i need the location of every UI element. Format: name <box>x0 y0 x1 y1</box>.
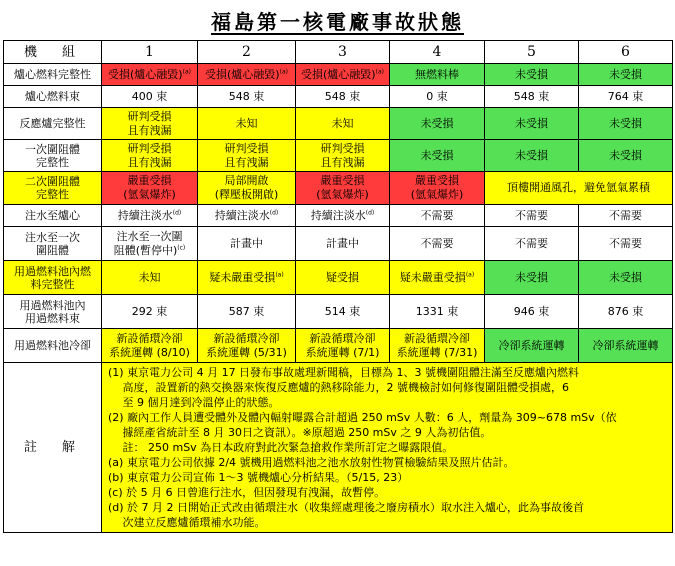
footnote-marker: (c) <box>177 243 186 251</box>
status-table <box>3 40 673 533</box>
status-cell: 新設循環冷卻 系統運轉 (5/31) <box>198 329 296 363</box>
status-cell: 不需要 <box>485 227 579 261</box>
header-row <box>4 41 673 64</box>
note-line: (a) 東京電力公司依據 2/4 號機用過燃料池之池水放射性物質檢驗結果及照片估計。 <box>108 456 515 469</box>
status-cell: 疑未嚴重受損$^{(a)}$ <box>198 261 296 295</box>
note-line: 高度，設置新的熱交換器來恢復反應爐的熱移除能力，2 號機檢討如何修復圍阻體受損處，6 <box>108 381 569 394</box>
note-line: (2) 廠內工作人員遭受體外及體內輻射曝露合計超過 250 mSv 人數：6 人，劑量為 309~678 mSv（依 <box>108 411 617 424</box>
notes-content <box>102 363 673 533</box>
footnote-marker: (a) <box>465 270 475 278</box>
status-cell: 不需要 <box>390 227 485 261</box>
status-cell: 未受損 <box>579 108 673 140</box>
status-cell: 持續注淡水$^{(d)}$ <box>296 205 390 227</box>
status-cell: 未受損 <box>579 261 673 295</box>
status-cell: 研判受損 且有洩漏 <box>102 108 198 140</box>
status-cell: 計畫中 <box>198 227 296 261</box>
status-row <box>4 64 673 86</box>
status-cell: 研判受損 且有洩漏 <box>102 140 198 172</box>
unit-header: 6 <box>579 41 673 64</box>
row-label: 用過燃料池內燃 料完整性 <box>4 261 102 295</box>
status-row <box>4 295 673 329</box>
status-cell: 514 束 <box>296 295 390 329</box>
status-row <box>4 205 673 227</box>
row-label: 二次圍阻體 完整性 <box>4 172 102 205</box>
status-cell: 未知 <box>296 108 390 140</box>
unit-header: 1 <box>102 41 198 64</box>
row-label: 注水至爐心 <box>4 205 102 227</box>
status-cell: 注水至一次圍 阻體(暫停中)$^{(c)}$ <box>102 227 198 261</box>
status-cell: 未受損 <box>390 140 485 172</box>
status-cell: 受損(爐心融毀)$^{(a)}$ <box>102 64 198 86</box>
row-label: 反應爐完整性 <box>4 108 102 140</box>
merged-status-cell: 頂樓開通風孔，避免氫氣累積 <box>485 172 673 205</box>
status-cell: 未受損 <box>485 140 579 172</box>
unit-header: 2 <box>198 41 296 64</box>
status-cell: 未受損 <box>579 140 673 172</box>
row-label: 爐心燃料束 <box>4 86 102 108</box>
note-line: (c) 於 5 月 6 日曾進行注水，但因發現有洩漏，故暫停。 <box>108 486 386 499</box>
note-line: 註： 250 mSv 為日本政府對此次緊急搶救作業所訂定之曝露限值。 <box>108 441 454 454</box>
status-cell: 冷卻系統運轉 <box>579 329 673 363</box>
status-cell: 946 束 <box>485 295 579 329</box>
row-label: 爐心燃料完整性 <box>4 64 102 86</box>
unit-header: 3 <box>296 41 390 64</box>
status-cell: 未受損 <box>485 108 579 140</box>
status-cell: 疑受損 <box>296 261 390 295</box>
status-cell: 400 束 <box>102 86 198 108</box>
status-cell: 新設循環冷卻 系統運轉 (7/1) <box>296 329 390 363</box>
status-cell: 無燃料棒 <box>390 64 485 86</box>
footnote-marker: (d) <box>172 208 182 216</box>
status-cell: 嚴重受損 (氫氣爆炸) <box>390 172 485 205</box>
status-cell: 未知 <box>198 108 296 140</box>
footnote-marker: (a) <box>275 270 284 278</box>
status-cell: 嚴重受損 (氫氣爆炸) <box>296 172 390 205</box>
status-cell: 未受損 <box>579 64 673 86</box>
status-row <box>4 140 673 172</box>
status-cell: 局部開啟 (釋壓板開啟) <box>198 172 296 205</box>
status-cell: 292 束 <box>102 295 198 329</box>
status-cell: 未受損 <box>485 64 579 86</box>
status-cell: 研判受損 且有洩漏 <box>198 140 296 172</box>
status-cell: 764 束 <box>579 86 673 108</box>
row-label: 注水至一次 圍阻體 <box>4 227 102 261</box>
footnote-marker: (a) <box>182 67 191 75</box>
row-label: 用過燃料池冷卻 <box>4 329 102 363</box>
status-cell: 持續注淡水$^{(d)}$ <box>198 205 296 227</box>
status-cell: 不需要 <box>485 205 579 227</box>
row-label: 用過燃料池內 用過燃料束 <box>4 295 102 329</box>
status-cell: 研判受損 且有洩漏 <box>296 140 390 172</box>
row-label: 一次圍阻體 完整性 <box>4 140 102 172</box>
header-label: 機 組 <box>4 41 102 64</box>
status-cell: 受損(爐心融毀)$^{(a)}$ <box>198 64 296 86</box>
note-line: 次建立反應爐循環補水功能。 <box>108 516 266 529</box>
footnote-marker: (d) <box>269 208 279 216</box>
status-cell: 未受損 <box>485 261 579 295</box>
status-row <box>4 261 673 295</box>
footnote-marker: (a) <box>279 67 288 75</box>
unit-header: 4 <box>390 41 485 64</box>
note-line: (1) 東京電力公司 4 月 17 日發布事故處理新聞稿，目標為 1、3 號機圍阻體注滿至反應爐內燃料 <box>108 366 580 379</box>
status-cell: 新設循環冷卻 系統運轉 (8/10) <box>102 329 198 363</box>
status-cell: 新設循環冷卻 系統運轉 (7/31) <box>390 329 485 363</box>
status-row <box>4 172 673 205</box>
status-cell: 未知 <box>102 261 198 295</box>
status-cell: 不需要 <box>579 227 673 261</box>
status-row <box>4 227 673 261</box>
footnote-marker: (a) <box>375 67 384 75</box>
status-cell: 548 束 <box>485 86 579 108</box>
status-cell: 0 束 <box>390 86 485 108</box>
status-cell: 不需要 <box>390 205 485 227</box>
status-row <box>4 329 673 363</box>
status-cell: 876 束 <box>579 295 673 329</box>
status-cell: 持續注淡水$^{(d)}$ <box>102 205 198 227</box>
status-cell: 嚴重受損 (氫氣爆炸) <box>102 172 198 205</box>
notes-label: 註 解 <box>4 363 102 533</box>
status-cell: 1331 束 <box>390 295 485 329</box>
note-line: 據經產省統計至 8 月 30日之資訊）。※原超過 250 mSv 之 9 人為初估值。 <box>108 426 492 439</box>
status-cell: 計畫中 <box>296 227 390 261</box>
status-cell: 548 束 <box>198 86 296 108</box>
footnote-marker: (d) <box>365 208 375 216</box>
status-cell: 未受損 <box>390 108 485 140</box>
status-cell: 受損(爐心融毀)$^{(a)}$ <box>296 64 390 86</box>
page-title: 福島第一核電廠事故狀態 <box>211 10 464 34</box>
status-cell: 548 束 <box>296 86 390 108</box>
status-cell: 不需要 <box>579 205 673 227</box>
status-cell: 疑未嚴重受損$^{(a)}$ <box>390 261 485 295</box>
status-cell: 冷卻系統運轉 <box>485 329 579 363</box>
note-line: (b) 東京電力公司宣佈 1～3 號機爐心分析結果。（5/15, 23） <box>108 471 409 484</box>
note-line: (d) 於 7 月 2 日開始正式改由循環注水（收集經處理後之廢房積水）取水注入爐心，此為事故後首 <box>108 501 585 514</box>
status-row <box>4 108 673 140</box>
note-line: 至 9 個月達到冷溫停止的狀態。 <box>108 396 280 409</box>
status-row <box>4 86 673 108</box>
notes-row <box>4 363 673 533</box>
unit-header: 5 <box>485 41 579 64</box>
status-cell: 587 束 <box>198 295 296 329</box>
